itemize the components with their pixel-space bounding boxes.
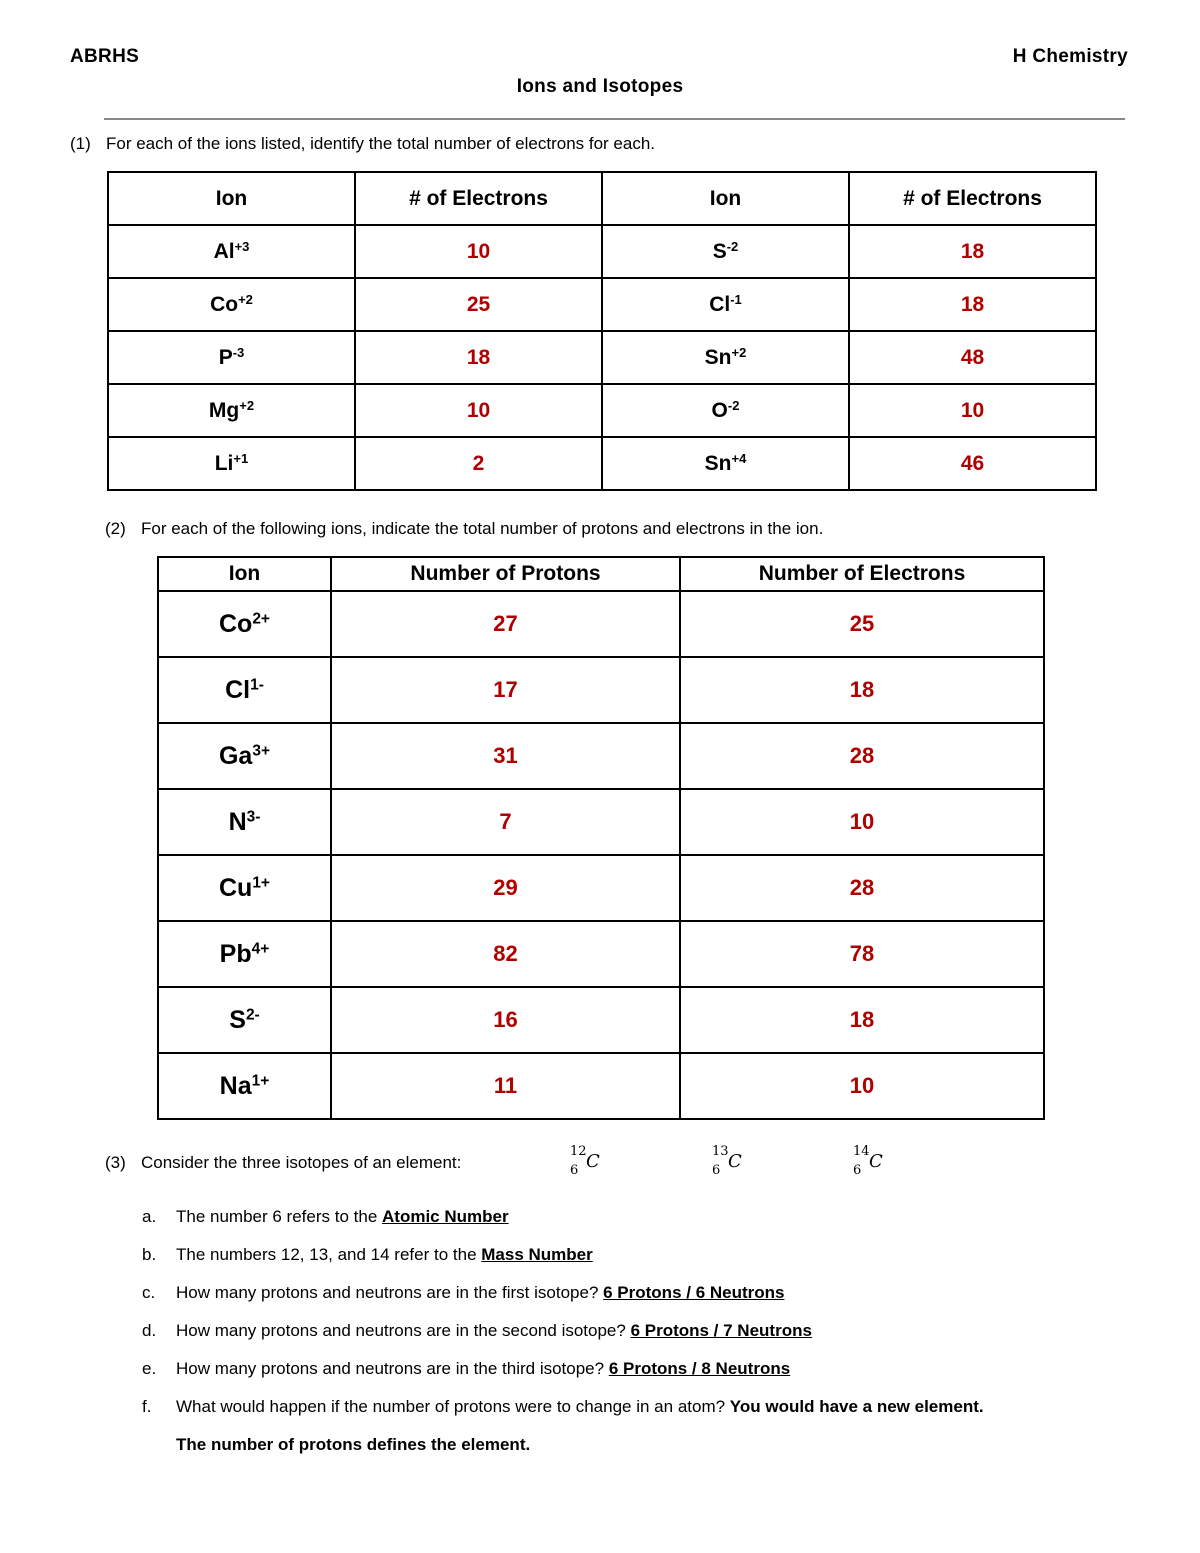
ion-charge: -3 <box>232 344 245 360</box>
ion-charge: -1 <box>730 291 742 307</box>
item-letter: c. <box>142 1283 156 1302</box>
ion-symbol: Co <box>210 292 239 316</box>
table-row <box>108 225 1096 278</box>
ion-symbol: O <box>711 398 728 422</box>
question-3f <box>142 1397 984 1417</box>
table-row <box>158 921 1044 987</box>
question-3c <box>142 1283 785 1303</box>
ion-cell <box>158 657 331 723</box>
item-letter: e. <box>142 1359 157 1378</box>
ion-cell <box>602 437 849 490</box>
ion-charge: 3- <box>246 807 261 825</box>
table-row <box>108 331 1096 384</box>
ion-charge: -2 <box>726 238 739 254</box>
table-row <box>158 723 1044 789</box>
electron-count-cell: 10 <box>355 384 602 437</box>
electron-count-cell: 2 <box>355 437 602 490</box>
ion-symbol: Mg <box>208 398 240 422</box>
ion-cell <box>158 591 331 657</box>
question-3 <box>105 1153 461 1173</box>
item-text: How many protons and neutrons are in the first isotope? <box>176 1283 604 1302</box>
question-3-prompt: Consider the three isotopes of an element: <box>141 1153 462 1172</box>
isotope-mass-number: 14 <box>853 1144 870 1159</box>
item-answer: 6 Protons / 8 Neutrons <box>608 1359 791 1378</box>
ion-symbol: Li <box>214 451 234 475</box>
table-row <box>158 855 1044 921</box>
question-1-prompt: For each of the ions listed, identify the total number of electrons for each. <box>106 134 656 153</box>
ion-charge: +4 <box>731 450 747 466</box>
ion-cell <box>108 384 355 437</box>
column-header: Ion <box>158 557 331 591</box>
ion-cell <box>602 225 849 278</box>
table-header-row <box>158 557 1044 591</box>
ion-symbol: Ga <box>218 741 253 770</box>
proton-count-cell: 31 <box>331 723 680 789</box>
isotope-mass-number: 13 <box>712 1144 729 1159</box>
ion-symbol: Cl <box>225 675 251 704</box>
electrons-table <box>107 171 1097 491</box>
question-3e <box>142 1359 790 1379</box>
electron-count-cell: 18 <box>355 331 602 384</box>
electron-count-cell: 10 <box>680 1053 1044 1119</box>
ion-symbol: Pb <box>219 939 252 968</box>
question-3-number: (3) <box>105 1153 126 1172</box>
ion-charge: 2+ <box>252 609 270 627</box>
table-row <box>108 437 1096 490</box>
ion-charge: 1- <box>250 675 264 693</box>
electron-count-cell: 78 <box>680 921 1044 987</box>
electron-count-cell: 25 <box>355 278 602 331</box>
header-divider <box>104 118 1125 120</box>
ion-charge: +2 <box>238 291 253 307</box>
ion-symbol: N <box>228 807 247 836</box>
ion-cell <box>108 278 355 331</box>
ion-charge: -2 <box>727 397 740 413</box>
table-row <box>108 278 1096 331</box>
electron-count-cell: 18 <box>680 987 1044 1053</box>
ion-cell <box>602 331 849 384</box>
ion-symbol: S <box>229 1005 246 1034</box>
proton-count-cell: 82 <box>331 921 680 987</box>
electron-count-cell: 10 <box>849 384 1096 437</box>
ion-cell <box>108 331 355 384</box>
ion-charge: +1 <box>233 450 249 466</box>
item-letter: a. <box>142 1207 157 1226</box>
table-row <box>108 384 1096 437</box>
protons-electrons-table <box>157 556 1045 1120</box>
item-text: How many protons and neutrons are in the third isotope? <box>176 1359 609 1378</box>
ion-cell <box>602 278 849 331</box>
ion-symbol: Cl <box>709 292 731 316</box>
ion-charge: 2- <box>245 1005 260 1023</box>
ion-symbol: Co <box>218 609 253 638</box>
item-answer: Atomic Number <box>382 1207 509 1226</box>
item-letter: b. <box>142 1245 157 1264</box>
ion-symbol: Sn <box>704 345 732 369</box>
proton-count-cell: 17 <box>331 657 680 723</box>
isotope-atomic-number: 6 <box>712 1163 721 1178</box>
page-title: Ions and Isotopes <box>516 76 684 97</box>
column-header: Ion <box>108 172 355 225</box>
ion-charge: 1+ <box>252 873 270 891</box>
ion-charge: +2 <box>239 397 255 413</box>
ion-cell <box>158 1053 331 1119</box>
ion-charge: +3 <box>234 238 250 254</box>
column-header: Ion <box>602 172 849 225</box>
ion-symbol: S <box>712 239 727 263</box>
column-header: # of Electrons <box>355 172 602 225</box>
table-row <box>158 657 1044 723</box>
ion-cell <box>108 437 355 490</box>
column-header: # of Electrons <box>849 172 1096 225</box>
question-3a <box>142 1207 509 1227</box>
item-letter: f. <box>142 1397 152 1416</box>
ion-symbol: Na <box>219 1071 252 1100</box>
item-answer-continuation: The number of protons defines the element. <box>176 1435 531 1454</box>
electron-count-cell: 10 <box>680 789 1044 855</box>
proton-count-cell: 11 <box>331 1053 680 1119</box>
ion-cell <box>602 384 849 437</box>
ion-cell <box>158 723 331 789</box>
electron-count-cell: 46 <box>849 437 1096 490</box>
electron-count-cell: 48 <box>849 331 1096 384</box>
ion-charge: 3+ <box>252 741 271 759</box>
proton-count-cell: 29 <box>331 855 680 921</box>
isotope-atomic-number: 6 <box>570 1163 579 1178</box>
question-3f-continuation <box>176 1435 530 1455</box>
item-text: The number 6 refers to the <box>176 1207 382 1226</box>
ion-charge: 1+ <box>251 1071 270 1089</box>
item-answer: 6 Protons / 6 Neutrons <box>603 1283 785 1302</box>
ion-charge: +2 <box>731 344 747 360</box>
electron-count-cell: 28 <box>680 723 1044 789</box>
proton-count-cell: 7 <box>331 789 680 855</box>
item-answer: You would have a new element. <box>729 1397 984 1416</box>
electron-count-cell: 25 <box>680 591 1044 657</box>
ion-symbol: Cu <box>218 873 253 902</box>
isotope-atomic-number: 6 <box>853 1163 862 1178</box>
item-text: What would happen if the number of protons were to change in an atom? <box>176 1397 730 1416</box>
item-answer: Mass Number <box>481 1245 593 1264</box>
electron-count-cell: 28 <box>680 855 1044 921</box>
ion-cell <box>158 855 331 921</box>
column-header: Number of Protons <box>331 557 680 591</box>
table-row <box>158 987 1044 1053</box>
question-1-number: (1) <box>70 134 91 153</box>
header-left: ABRHS <box>70 46 140 67</box>
header-right: H Chemistry <box>1012 46 1128 67</box>
table-row <box>158 789 1044 855</box>
question-2-number: (2) <box>105 519 126 538</box>
ion-symbol: Sn <box>704 451 732 475</box>
proton-count-cell: 16 <box>331 987 680 1053</box>
isotope-symbol: C <box>586 1151 600 1172</box>
question-3b <box>142 1245 593 1265</box>
question-1 <box>70 134 655 154</box>
ion-charge: 4+ <box>251 939 270 957</box>
question-2-prompt: For each of the following ions, indicate the total number of protons and electrons in the ion. <box>141 519 824 538</box>
column-header: Number of Electrons <box>680 557 1044 591</box>
table-row <box>158 591 1044 657</box>
ion-cell <box>158 987 331 1053</box>
ion-symbol: Al <box>213 239 235 263</box>
isotope-symbol: C <box>869 1151 883 1172</box>
ion-cell <box>158 789 331 855</box>
isotope-mass-number: 12 <box>570 1144 587 1159</box>
proton-count-cell: 27 <box>331 591 680 657</box>
electron-count-cell: 18 <box>849 278 1096 331</box>
item-text: The numbers 12, 13, and 14 refer to the <box>176 1245 482 1264</box>
table-header-row <box>108 172 1096 225</box>
item-letter: d. <box>142 1321 157 1340</box>
item-text: How many protons and neutrons are in the second isotope? <box>176 1321 631 1340</box>
electron-count-cell: 18 <box>849 225 1096 278</box>
electron-count-cell: 18 <box>680 657 1044 723</box>
isotope-symbol: C <box>728 1151 742 1172</box>
ion-symbol: P <box>218 345 233 369</box>
ion-cell <box>158 921 331 987</box>
item-answer: 6 Protons / 7 Neutrons <box>630 1321 812 1340</box>
table-row <box>158 1053 1044 1119</box>
ion-cell <box>108 225 355 278</box>
question-3d <box>142 1321 812 1341</box>
electron-count-cell: 10 <box>355 225 602 278</box>
question-2 <box>105 519 823 539</box>
